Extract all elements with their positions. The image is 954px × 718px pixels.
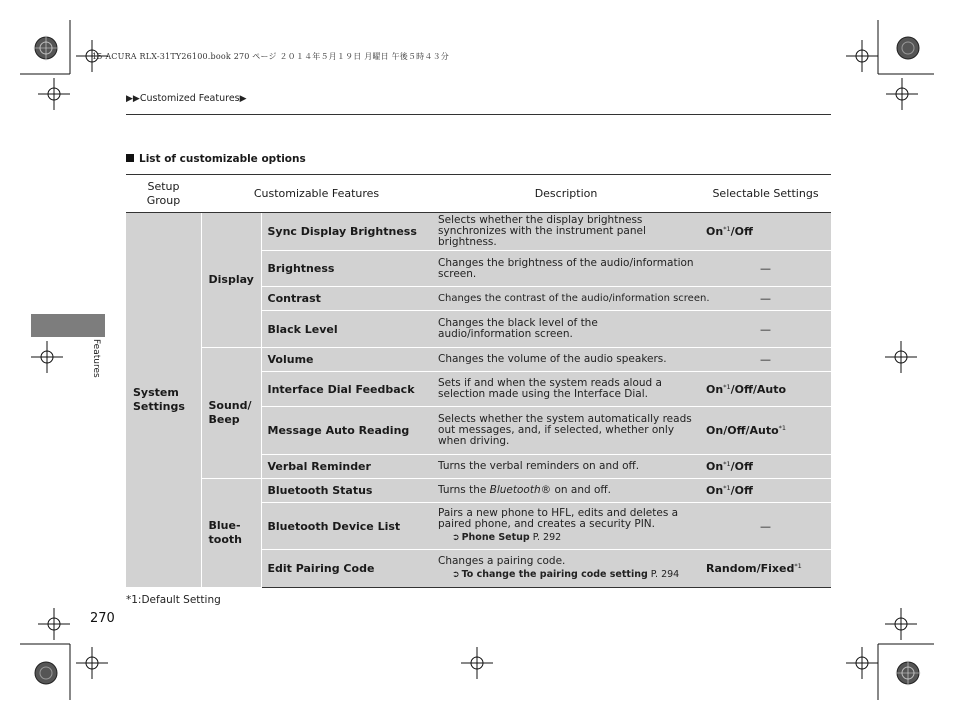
feature-name: Bluetooth Device List <box>261 503 432 550</box>
print-header: 15 ACURA RLX-31TY26100.book 270 ページ ２０１４年５月１９日 月曜日 午後５時４３分 <box>92 52 449 61</box>
feature-settings: — <box>700 348 831 372</box>
feature-name: Contrast <box>261 287 432 311</box>
feature-settings: — <box>700 287 831 311</box>
feature-settings: — <box>700 311 831 348</box>
customizable-options-table <box>126 174 831 588</box>
feature-name: Edit Pairing Code <box>261 550 432 588</box>
feature-description: Changes the black level of the audio/information screen. <box>432 311 700 348</box>
feature-description: Changes the contrast of the audio/information screen. <box>432 287 700 311</box>
feature-settings: On/Off/Auto$^{*1}$ <box>700 407 831 455</box>
cross-reference-link[interactable]: ➲ Phone Setup P. 292 <box>452 532 562 543</box>
table-header-row <box>126 175 831 213</box>
table-row <box>126 479 831 503</box>
reference-arrow-icon: ➲ <box>452 570 460 580</box>
feature-settings: On$^{*1}$/Off/Auto <box>700 372 831 407</box>
section-title: List of customizable options <box>126 153 306 165</box>
feature-settings: — <box>700 503 831 550</box>
chapter-tab-label: Features <box>91 339 101 378</box>
feature-settings: — <box>700 251 831 287</box>
feature-description: Changes a pairing code. ➲ To change the pairing code setting P. 294 <box>432 550 700 588</box>
feature-name: Message Auto Reading <box>261 407 432 455</box>
feature-description: Pairs a new phone to HFL, edits and deletes a paired phone, and creates a security PIN. ➲ Phone Setup P. 292 <box>432 503 700 550</box>
subgroup-display: Display <box>201 213 261 348</box>
feature-settings: On$^{*1}$/Off <box>700 455 831 479</box>
feature-description: Changes the volume of the audio speakers. <box>432 348 700 372</box>
breadcrumb-link[interactable]: Customized Features <box>139 93 240 104</box>
table-row <box>126 348 831 372</box>
feature-name: Volume <box>261 348 432 372</box>
feature-settings: On$^{*1}$/Off <box>700 479 831 503</box>
feature-name: Black Level <box>261 311 432 348</box>
feature-settings: On$^{*1}$/Off <box>700 213 831 251</box>
col-header-settings: Selectable Settings <box>700 175 831 213</box>
breadcrumb-arrows-icon: ▶▶ <box>126 94 140 104</box>
col-header-features: Customizable Features <box>201 175 432 213</box>
chapter-tab[interactable] <box>31 314 105 337</box>
page-number: 270 <box>90 611 115 626</box>
footnote: *1:Default Setting <box>126 594 221 606</box>
feature-name: Brightness <box>261 251 432 287</box>
feature-description: Turns the Bluetooth® on and off. <box>432 479 700 503</box>
feature-description: Selects whether the display brightness synchronizes with the instrument panel brightness. <box>432 213 700 251</box>
feature-description: Turns the verbal reminders on and off. <box>432 455 700 479</box>
setup-group-cell: System Settings <box>126 213 201 588</box>
cross-reference-link[interactable]: ➲ To change the pairing code setting P. 294 <box>452 569 680 580</box>
breadcrumb-trail-arrow-icon: ▶ <box>239 94 247 104</box>
subgroup-sound: Sound/ Beep <box>201 348 261 479</box>
square-bullet-icon <box>126 154 134 162</box>
feature-description: Selects whether the system automatically reads out messages, and, if selected, whether only when driving. <box>432 407 700 455</box>
feature-settings: Random/Fixed$^{*1}$ <box>700 550 831 588</box>
feature-name: Interface Dial Feedback <box>261 372 432 407</box>
col-header-description: Description <box>432 175 700 213</box>
header-rule <box>126 114 831 115</box>
feature-description: Sets if and when the system reads aloud a selection made using the Interface Dial. <box>432 372 700 407</box>
reference-arrow-icon: ➲ <box>452 533 460 543</box>
feature-name: Bluetooth Status <box>261 479 432 503</box>
subgroup-bluetooth: Blue- tooth <box>201 479 261 588</box>
feature-description: Changes the brightness of the audio/information screen. <box>432 251 700 287</box>
feature-name: Verbal Reminder <box>261 455 432 479</box>
feature-name: Sync Display Brightness <box>261 213 432 251</box>
breadcrumb[interactable] <box>126 93 247 104</box>
col-header-setup-group: Setup Group <box>126 175 201 213</box>
table-row <box>126 213 831 251</box>
